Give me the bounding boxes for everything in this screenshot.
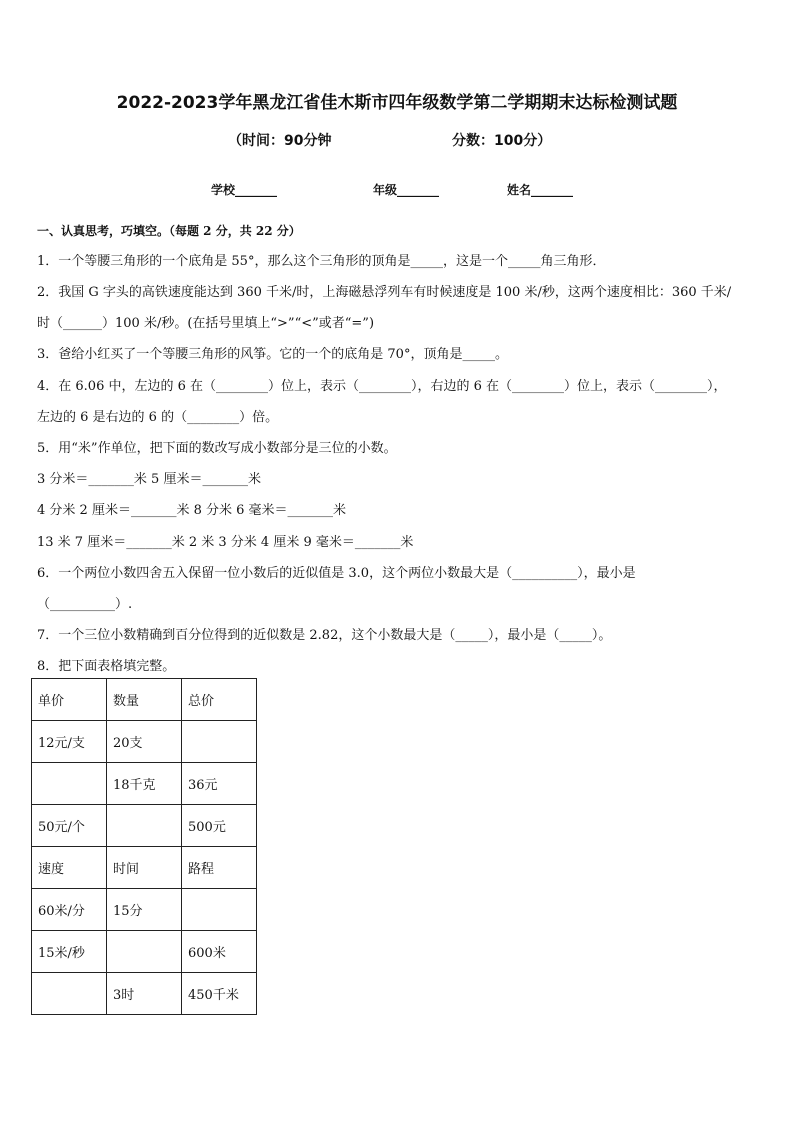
table-cell: 36元 [182,763,257,805]
table-row [32,847,257,889]
table-row [32,973,257,1015]
table-cell: 18千克 [107,763,182,805]
question-line: 3．爸给小红买了一个等腰三角形的风筝。它的一个的底角是 70°，顶角是_____。 [37,347,508,362]
school-field[interactable]: 学校_______ [211,183,278,197]
table-cell: 12元/支 [32,721,107,763]
page-title: 2022-2023学年黑龙江省佳木斯市四年级数学第二学期期末达标检测试题 [116,93,678,113]
section-heading: 一、认真思考，巧填空。（每题 2 分，共 22 分） [37,224,301,238]
question-line: 3 分米＝_______米 5 厘米＝_______米 [37,472,261,487]
table-cell: 3时 [107,973,182,1015]
table-cell: 600米 [182,931,257,973]
total-score: 分数：100分） [452,133,552,149]
table-cell: 450千米 [182,973,257,1015]
table-cell[interactable] [107,931,182,973]
table-cell: 20支 [107,721,182,763]
grade-field[interactable]: 年级_______ [373,183,440,197]
table-row [32,679,257,721]
table-cell: 15米/秒 [32,931,107,973]
time-limit: （时间：90分钟 [228,133,332,149]
table-cell: 总价 [182,679,257,721]
table-cell: 500元 [182,805,257,847]
table-row [32,931,257,973]
question-line: 2．我国 G 字头的高铁速度能达到 360 千米/时，上海磁悬浮列车有时候速度是 100 米/秒，这两个速度相比：360 千米/ [37,285,732,300]
table-cell: 时间 [107,847,182,889]
question-line: 13 米 7 厘米＝_______米 2 米 3 分米 4 厘米 9 毫米＝_______米 [37,535,414,550]
question-line: 4．在 6.06 中，左边的 6 在（________）位上，表示（________），右边的 6 在（________）位上，表示（________）， [37,379,727,394]
table-cell: 60米/分 [32,889,107,931]
table-cell[interactable] [182,889,257,931]
table-cell[interactable] [32,763,107,805]
table-cell[interactable] [32,973,107,1015]
name-field[interactable]: 姓名_______ [507,183,574,197]
question-line: 时（______）100 米/秒。(在括号里填上“>”“<”或者“=”) [37,316,375,331]
table-cell: 路程 [182,847,257,889]
question-line: 8．把下面表格填完整。 [37,659,176,674]
question-line: 1．一个等腰三角形的一个底角是 55°，那么这个三角形的顶角是_____，这是一个_____角三角形． [37,254,606,269]
table-cell: 速度 [32,847,107,889]
table-cell[interactable] [107,805,182,847]
table-row [32,721,257,763]
question-line: 左边的 6 是右边的 6 的（________）倍。 [37,410,279,425]
question-line: （__________）. [37,597,133,612]
table-cell: 数量 [107,679,182,721]
fill-table [31,678,257,1015]
question-line: 4 分米 2 厘米＝_______米 8 分米 6 毫米＝_______米 [37,503,347,518]
question-line: 5．用“米”作单位，把下面的数改写成小数部分是三位的小数。 [37,441,397,456]
table-cell: 15分 [107,889,182,931]
table-cell: 单价 [32,679,107,721]
question-line: 6．一个两位小数四舍五入保留一位小数后的近似值是 3.0，这个两位小数最大是（__________），最小是 [37,566,636,581]
table-cell[interactable] [182,721,257,763]
table-row [32,763,257,805]
table-row [32,805,257,847]
question-line: 7．一个三位小数精确到百分位得到的近似数是 2.82，这个小数最大是（_____），最小是（_____）。 [37,628,612,643]
table-cell: 50元/个 [32,805,107,847]
table-row [32,889,257,931]
